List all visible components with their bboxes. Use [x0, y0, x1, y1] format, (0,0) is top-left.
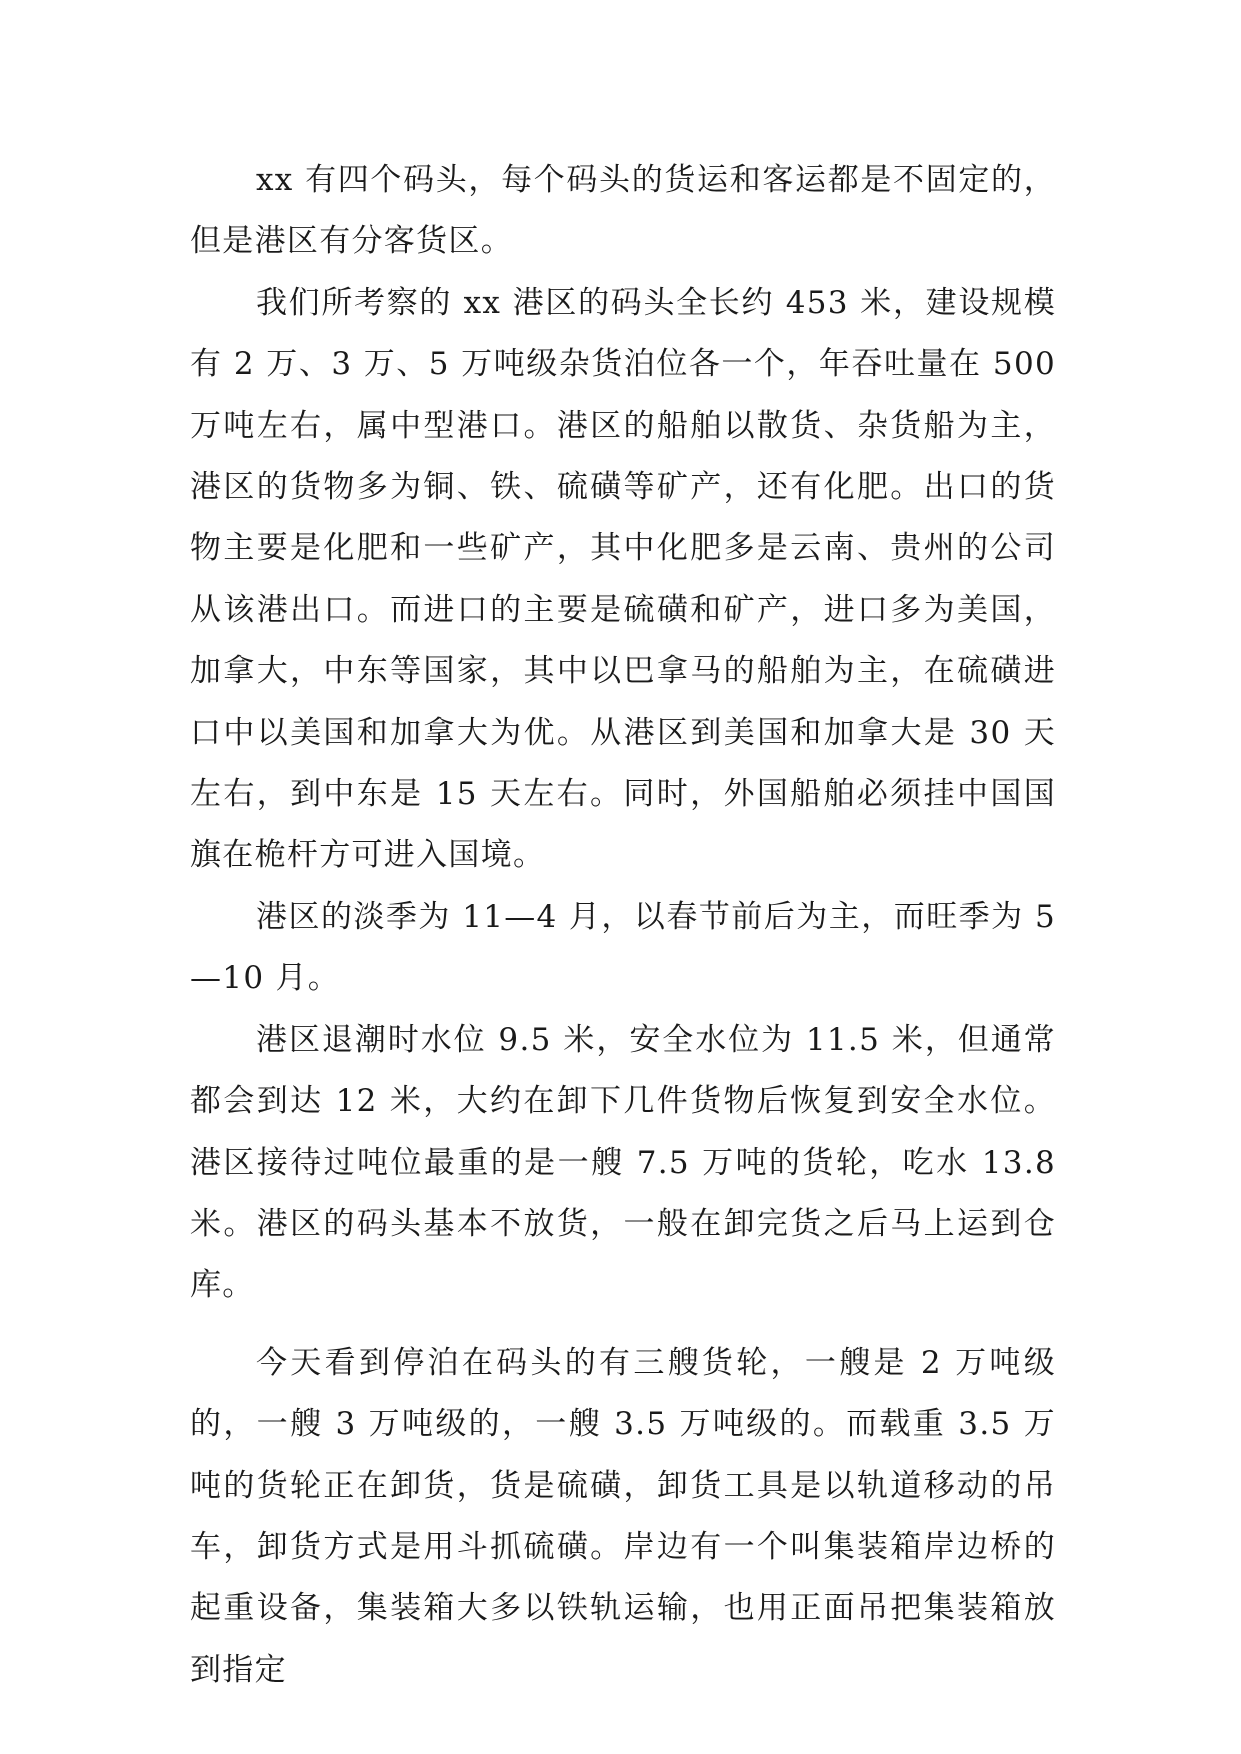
- paragraph-water-level: 港区退潮时水位 9.5 米，安全水位为 11.5 米，但通常都会到达 12 米，大约在卸下几件货物后恢复到安全水位。港区接待过吨位最重的是一艘 7.5 万吨的货轮，吃水 13.8 米。港区的码头基本不放货，一般在卸完货之后马上运到仓库。: [190, 1021, 1056, 1304]
- document-body: [190, 150, 1056, 1701]
- paragraph-ships-today: 今天看到停泊在码头的有三艘货轮，一艘是 2 万吨级的，一艘 3 万吨级的，一艘 3.5 万吨级的。而载重 3.5 万吨的货轮正在卸货，货是硫磺，卸货工具是以轨道移动的吊车，卸货方式是用斗抓硫磺。岸边有一个叫集装箱岸边桥的起重设备，集装箱大多以铁轨运输，也用正面吊把集装箱放到指定: [190, 1344, 1056, 1688]
- paragraph-docks: xx 有四个码头，每个码头的货运和客运都是不固定的，但是港区有分客货区。: [190, 162, 1056, 260]
- paragraph-port-overview: 我们所考察的 xx 港区的码头全长约 453 米，建设规模有 2 万、3 万、5 万吨级杂货泊位各一个，年吞吐量在 500 万吨左右，属中型港口。港区的船舶以散货、杂货船为主，港区的货物多为铜、铁、硫磺等矿产，还有化肥。出口的货物主要是化肥和一些矿产，其中化肥多是云南、贵州的公司从该港出口。而进口的主要是硫磺和矿产，进口多为美国，加拿大，中东等国家，其中以巴拿马的船舶为主，在硫磺进口中以美国和加拿大为优。从港区到美国和加拿大是 30 天左右，到中东是 15 天左右。同时，外国船舶必须挂中国国旗在桅杆方可进入国境。: [190, 284, 1056, 874]
- paragraph-seasons: 港区的淡季为 11—4 月，以春节前后为主，而旺季为 5—10 月。: [190, 898, 1056, 997]
